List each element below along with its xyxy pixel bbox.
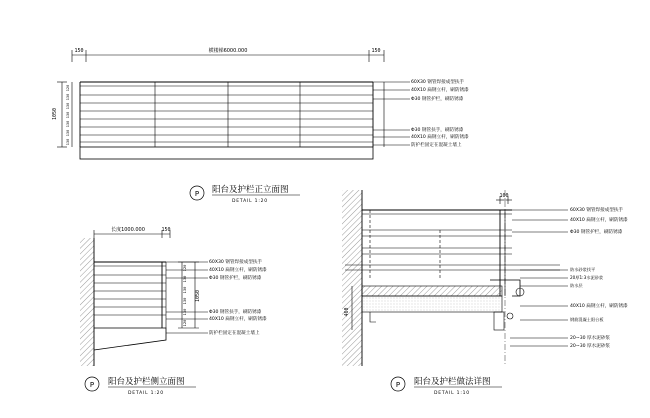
svg-text:130: 130 (66, 111, 70, 119)
svg-text:40X10 扁钢立杆，刷防锈漆: 40X10 扁钢立杆，刷防锈漆 (411, 135, 469, 140)
svg-text:20~30 厚水泥砂浆: 20~30 厚水泥砂浆 (570, 336, 610, 341)
detail-dim-left: 460 (344, 307, 350, 317)
side-rail-bars (94, 275, 166, 315)
side-title-block (85, 376, 196, 396)
side-elevation (80, 230, 208, 366)
front-leaders (373, 82, 410, 145)
svg-text:120: 120 (182, 264, 187, 272)
svg-text:60X30 钢管焊接成型扶手: 60X30 钢管焊接成型扶手 (570, 208, 624, 213)
front-rail-bars (80, 95, 373, 135)
svg-text:40X10 扁钢立杆，刷防锈漆: 40X10 扁钢立杆，刷防锈漆 (209, 268, 267, 273)
front-title-block (190, 184, 300, 204)
detail-dim-top: 100 (499, 193, 509, 199)
svg-text:防水砂浆找平: 防水砂浆找平 (570, 267, 596, 272)
side-dim-right: 150 (161, 227, 171, 233)
svg-text:防水层: 防水层 (570, 283, 583, 288)
front-notes (411, 78, 469, 148)
svg-text:60X30 钢管焊接成型扶手: 60X30 钢管焊接成型扶手 (209, 260, 263, 265)
section-detail (342, 190, 568, 366)
detail-notes (570, 206, 628, 349)
front-dim-height: 1050 (52, 107, 58, 121)
side-dim-top: 长度1000.000 (111, 227, 145, 233)
front-scale: DETAIL 1:20 (232, 199, 268, 204)
front-title: 阳台及护栏正立面图 (212, 185, 289, 195)
svg-text:130: 130 (66, 120, 70, 128)
front-detail-symbol-label: P (194, 190, 200, 198)
svg-text:40X10 扁钢立杆，刷防锈漆: 40X10 扁钢立杆，刷防锈漆 (209, 317, 267, 322)
side-detail-symbol-label: P (89, 381, 95, 389)
svg-text:130: 130 (66, 102, 70, 110)
svg-text:Φ30 钢管护栏，刷防锈漆: Φ30 钢管护栏，刷防锈漆 (411, 97, 464, 102)
svg-text:130: 130 (182, 297, 187, 305)
svg-text:40X10 扁钢立杆，刷防锈漆: 40X10 扁钢立杆，刷防锈漆 (570, 304, 628, 309)
detail-wall (342, 190, 362, 366)
svg-text:130: 130 (182, 308, 187, 316)
detail-scale: DETAIL 1:10 (434, 391, 470, 396)
svg-text:钢筋混凝土阳台板: 钢筋混凝土阳台板 (570, 317, 604, 322)
svg-text:130: 130 (182, 286, 187, 294)
svg-text:130: 130 (66, 129, 70, 137)
side-notes (209, 258, 267, 336)
svg-text:20~30 厚水泥砂浆: 20~30 厚水泥砂浆 (570, 344, 610, 349)
detail-slab (362, 296, 502, 312)
svg-text:防护栏固定在混凝土墙上: 防护栏固定在混凝土墙上 (209, 331, 260, 336)
side-leaders (166, 262, 208, 333)
svg-text:40X10 扁钢立杆，刷防锈漆: 40X10 扁钢立杆，刷防锈漆 (411, 88, 469, 93)
detail-title: 阳台及护栏做法详图 (414, 377, 491, 387)
side-scale: DETAIL 1:20 (128, 391, 164, 396)
svg-text:Φ30 钢管护栏，刷防锈漆: Φ30 钢管护栏，刷防锈漆 (570, 230, 623, 235)
svg-text:60X30 钢管焊接成型扶手: 60X30 钢管焊接成型扶手 (411, 80, 465, 85)
svg-text:120: 120 (66, 84, 70, 92)
side-row-dims (182, 264, 187, 327)
front-dim-middle: 横楼梯6000.000 (208, 48, 248, 54)
svg-text:130: 130 (66, 93, 70, 101)
front-row-dims (66, 85, 70, 146)
svg-text:防护栏固定在混凝土墙上: 防护栏固定在混凝土墙上 (411, 143, 462, 148)
detail-title-block (391, 376, 502, 396)
front-dim-left: 150 (74, 48, 84, 54)
svg-text:120: 120 (182, 319, 187, 327)
svg-text:Φ30 钢管护栏，刷防锈漆: Φ30 钢管护栏，刷防锈漆 (209, 276, 262, 281)
side-slab (94, 328, 166, 350)
svg-text:130: 130 (182, 275, 187, 283)
svg-text:Φ30 钢管扶手，刷防锈漆: Φ30 钢管扶手，刷防锈漆 (411, 128, 464, 133)
detail-leaders (510, 210, 568, 346)
svg-text:20厚1:3水泥砂浆: 20厚1:3水泥砂浆 (570, 275, 604, 280)
side-wall (80, 238, 94, 366)
detail-detail-symbol-label: P (395, 381, 401, 389)
front-elevation (57, 50, 410, 159)
front-dim-right: 150 (371, 48, 381, 54)
side-dim-height: 1050 (195, 289, 201, 303)
svg-text:40X10 扁钢立杆，刷防锈漆: 40X10 扁钢立杆，刷防锈漆 (570, 218, 628, 223)
svg-text:130: 130 (66, 138, 70, 146)
svg-text:Φ30 钢管扶手，刷防锈漆: Φ30 钢管扶手，刷防锈漆 (209, 310, 262, 315)
side-title: 阳台及护栏侧立面图 (108, 377, 185, 387)
front-slab (80, 147, 373, 159)
